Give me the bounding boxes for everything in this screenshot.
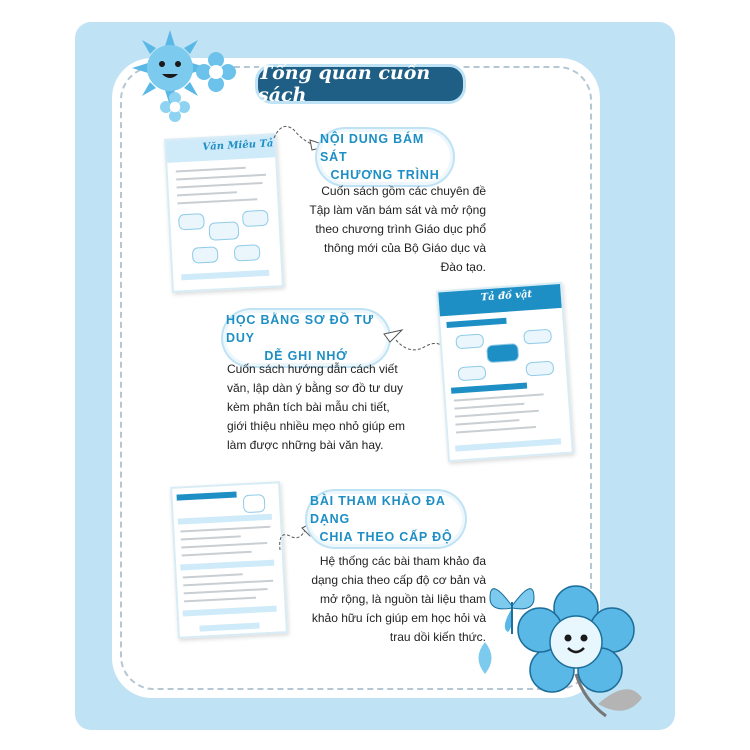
- sample-page-thumbnail: Tả đồ vật: [436, 282, 574, 462]
- section-heading: NỘI DUNG BÁM SÁT CHƯƠNG TRÌNH: [320, 132, 450, 182]
- page-title: Tổng quan cuốn sách: [255, 64, 466, 104]
- section-body: Cuốn sách hướng dẫn cách viết văn, lập dàn ý bằng sơ đồ tư duy kèm phân tích bài mẫu chi tiết, giới thiệu nhiều mẹo nhỏ giúp em làm được những bài văn hay.: [227, 362, 405, 452]
- section-body: Cuốn sách gồm các chuyên đề Tập làm văn bám sát và mở rộng theo chương trình Giáo dục phổ thông mới của Bộ Giáo dục và Đào tạo.: [309, 184, 486, 274]
- sample-page-thumbnail: Văn Miêu Tả: [164, 133, 284, 293]
- flower-icon: [196, 52, 236, 92]
- section-heading: HỌC BẰNG SƠ ĐỒ TƯ DUY DỄ GHI NHỚ: [226, 313, 386, 363]
- section-body: Hệ thống các bài tham khảo đa dạng chia theo cấp độ cơ bản và mở rộng, là nguồn tài liệu tham khảo hữu ích giúp em học hỏi và trau dồi kiến thức.: [311, 554, 486, 644]
- section-heading: BÀI THAM KHẢO ĐA DẠNG CHIA THEO CẤP ĐỘ: [310, 494, 462, 544]
- leaf-icon: [470, 640, 500, 676]
- sample-page-thumbnail: [170, 481, 288, 639]
- flower-icon: [160, 92, 190, 122]
- flower-mascot-icon: [506, 582, 646, 722]
